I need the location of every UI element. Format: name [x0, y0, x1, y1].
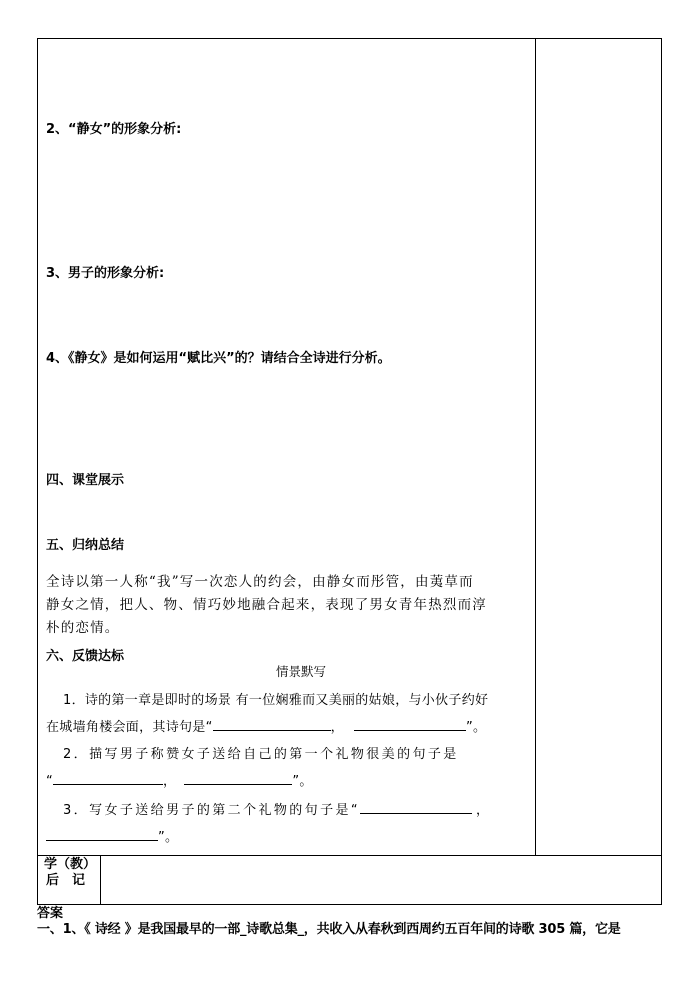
exercise-2-separator: ，: [163, 774, 177, 789]
summary-line-1: 全诗以第一人称“我”写一次恋人的约会，由静女而彤管，由荑草而: [46, 574, 474, 590]
exercise-1-end: ”。: [465, 720, 487, 735]
question-4: 4、《静女》是如何运用“赋比兴”的？请结合全诗进行分析。: [46, 351, 391, 366]
answer-line: 一、1、《 诗经 》是我国最早的一部_诗歌总集_，共收入从春秋到西周约五百年间的诗歌 305 篇，它是: [37, 922, 621, 937]
section-5-heading: 五、归纳总结: [46, 538, 125, 553]
exercise-2-line-1: 2．描写男子称赞女子送给自己的第一个礼物很美的句子是: [63, 747, 459, 762]
exercise-1-line-2: [46, 718, 486, 737]
summary-line-2: 静女之情，把人、物、情巧妙地融合起来，表现了男女青年热烈而淳: [46, 597, 487, 613]
exercise-3-prefix: 3．写女子送给男子的第二个礼物的句子是“: [63, 803, 361, 818]
exercise-2-prefix: “: [46, 774, 54, 789]
exercise-2-end: ”。: [292, 774, 313, 789]
answer-blank: [354, 718, 466, 731]
exercise-1-separator: ，: [330, 720, 344, 735]
answer-blank: [46, 828, 158, 841]
reflection-label-divider: [100, 855, 101, 905]
exercise-1-prefix: 在城墙角楼会面，其诗句是“: [46, 720, 213, 735]
section-4-heading: 四、课堂展示: [46, 473, 125, 488]
question-2: 2、“静女”的形象分析:: [46, 122, 182, 137]
exercise-3-end: ”。: [158, 830, 179, 845]
reflection-label-line-1: 学（教）: [44, 857, 97, 872]
exercise-3-line-1: [63, 801, 491, 820]
reflection-label-line-2: 后 记: [46, 873, 86, 888]
answer-blank: [184, 772, 292, 785]
reflection-row-divider: [37, 855, 662, 856]
exercise-3-line-2: [46, 828, 178, 847]
answer-blank: [53, 772, 163, 785]
answer-blank: [360, 801, 472, 814]
question-3: 3、男子的形象分析:: [46, 266, 165, 281]
exercise-1-line-1: 1．诗的第一章是即时的场景 有一位娴雅而又美丽的姑娘，与小伙子约好: [63, 693, 489, 708]
right-column-divider: [535, 38, 536, 856]
answer-heading: 答案: [37, 906, 64, 921]
summary-line-3: 朴的恋情。: [46, 620, 120, 636]
section-6-heading: 六、反馈达标: [46, 649, 125, 664]
exercise-2-line-2: [46, 772, 313, 791]
exercise-3-separator: ，: [476, 803, 492, 818]
answer-blank: [213, 718, 331, 731]
exercise-subtitle: 情景默写: [276, 664, 327, 679]
